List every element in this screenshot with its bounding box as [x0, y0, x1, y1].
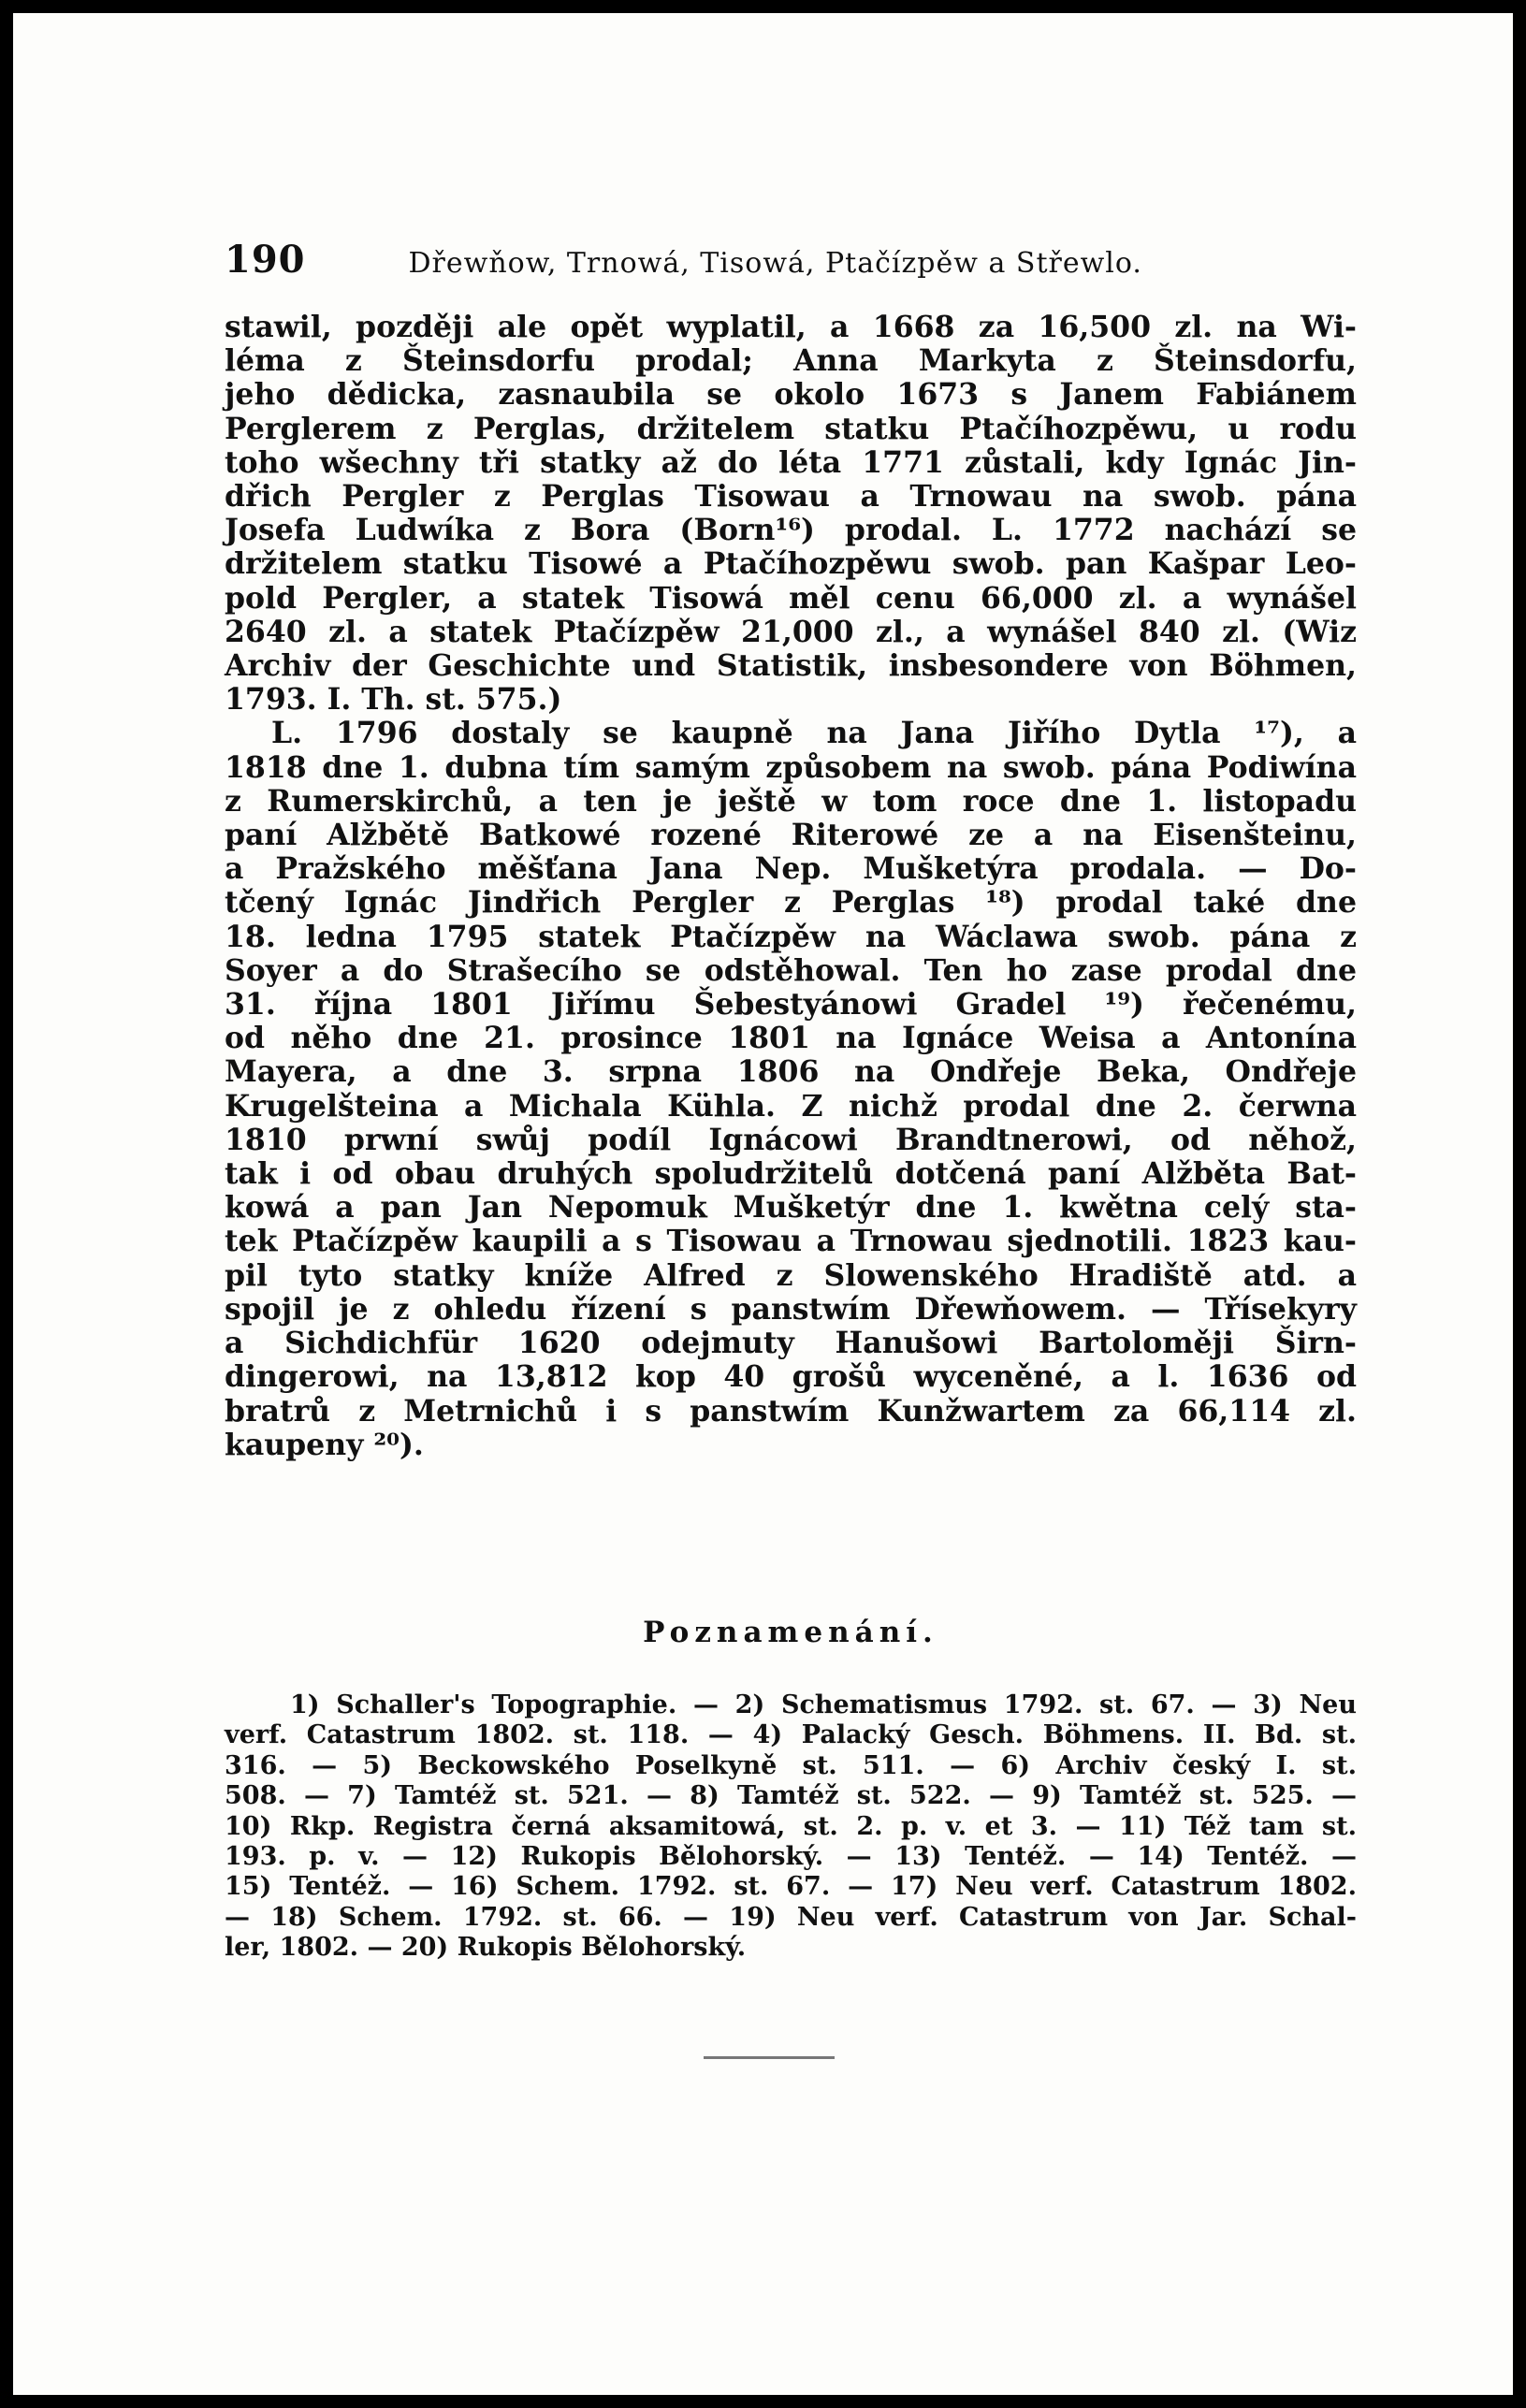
running-title: Dřewňow, Trnowá, Tisowá, Ptačízpěw a Střewlo.	[408, 247, 1142, 280]
text-line: a Sichdichfür 1620 odejmuty Hanušowi Bartoloměji Širn-	[225, 1326, 1357, 1361]
page-number: 190	[225, 238, 306, 282]
text-line: Soyer a do Strašecího se odstěhowal. Ten ho zase prodal dne	[225, 952, 1357, 988]
footnote-line: 10) Rkp. Registra černá aksamitowá, st. 2. p. v. et 3. — 11) Též tam st.	[225, 1811, 1357, 1841]
text-line: dřich Pergler z Perglas Tisowau a Trnowau na swob. pána	[225, 479, 1357, 515]
text-line: kowá a pan Jan Nepomuk Mušketýr dne 1. kwětna celý sta-	[225, 1190, 1357, 1226]
text-line: Mayera, a dne 3. srpna 1806 na Ondřeje Beka, Ondřeje	[225, 1054, 1357, 1090]
text-line: paní Alžbětě Batkowé rozené Riterowé ze a na Eisenšteinu,	[225, 818, 1357, 853]
text-line: Perglerem z Perglas, držitelem statku Ptačíhozpěwu, u rodu	[225, 411, 1357, 446]
text-line: 2640 zl. a statek Ptačízpěw 21,000 zl., a wynášel 840 zl. (Wiz	[225, 614, 1357, 649]
text-line: 1793. I. Th. st. 575.)	[225, 682, 562, 718]
text-line: toho wšechny tři statky až do léta 1771 zůstali, kdy Ignác Jin-	[225, 444, 1357, 480]
text-line: tek Ptačízpěw kaupili a s Tisowau a Trnowau sjednotili. 1823 kau-	[225, 1224, 1357, 1259]
text-line: dingerowi, na 13,812 kop 40 grošů wyceněné, a l. 1636 od	[225, 1359, 1357, 1395]
footnote-line: verf. Catastrum 1802. st. 118. — 4) Palacký Gesch. Böhmens. II. Bd. st.	[225, 1720, 1357, 1750]
text-line: od něho dne 21. prosince 1801 na Ignáce Weisa a Antonína	[225, 1021, 1357, 1056]
footnote-line: ler, 1802. — 20) Rukopis Bělohorský.	[225, 1933, 747, 1963]
text-line: kaupeny ²⁰).	[225, 1427, 424, 1462]
text-line: stawil, později ale opět wyplatil, a 1668 za 16,500 zl. na Wi-	[225, 310, 1357, 344]
footnote-line: — 18) Schem. 1792. st. 66. — 19) Neu verf. Catastrum von Jar. Schal-	[225, 1902, 1357, 1932]
footnote-line: 15) Tentéž. — 16) Schem. 1792. st. 67. — 17) Neu verf. Catastrum 1802.	[225, 1872, 1357, 1902]
closing-rule	[704, 2056, 835, 2059]
text-line: tčený Ignác Jindřich Pergler z Perglas ¹⁸) prodal také dne	[225, 885, 1357, 921]
page-header	[225, 238, 1357, 282]
text-line: jeho dědicka, zasnaubila se okolo 1673 s Janem Fabiánem	[225, 377, 1357, 413]
text-line: bratrů z Metrnichů i s panstwím Kunžwartem za 66,114 zl.	[225, 1393, 1357, 1429]
text-line: pold Pergler, a statek Tisowá měl cenu 66,000 zl. a wynášel	[225, 580, 1357, 616]
text-line: Krugelšteina a Michala Kühla. Z nichž prodal dne 2. čerwna	[225, 1088, 1357, 1124]
book-page	[13, 13, 1513, 2395]
section-title: Poznamenání.	[643, 1616, 938, 1649]
footnote-line: 193. p. v. — 12) Rukopis Bělohorský. — 13) Tentéž. — 14) Tentéž. —	[225, 1842, 1357, 1872]
footnote-line: 508. — 7) Tamtéž st. 521. — 8) Tamtéž st. 522. — 9) Tamtéž st. 525. —	[225, 1781, 1357, 1811]
text-line: 1818 dne 1. dubna tím samým způsobem na swob. pána Podiwína	[225, 749, 1357, 785]
text-line: léma z Šteinsdorfu prodal; Anna Markyta z Šteinsdorfu,	[225, 343, 1357, 379]
footnote-line: 316. — 5) Beckowského Poselkyně st. 511. — 6) Archiv český I. st.	[225, 1750, 1357, 1780]
footnote-line: 1) Schaller's Topographie. — 2) Schematismus 1792. st. 67. — 3) Neu	[290, 1690, 1357, 1719]
footnotes	[225, 1690, 1357, 1964]
main-text	[225, 311, 1357, 1462]
text-line: L. 1796 dostaly se kaupně na Jana Jiřího Dytla ¹⁷), a	[271, 716, 1357, 751]
text-line: pil tyto statky kníže Alfred z Slowenského Hradiště atd. a	[225, 1257, 1357, 1293]
text-line: tak i od obau druhých spoludržitelů dotčená paní Alžběta Bat-	[225, 1156, 1357, 1192]
text-line: Josefa Ludwíka z Bora (Born¹⁶) prodal. L. 1772 nachází se	[225, 513, 1357, 548]
text-line: 1810 prwní swůj podíl Ignácowi Brandtnerowi, od něhož,	[225, 1122, 1357, 1157]
text-line: a Pražského měšťana Jana Nep. Mušketýra prodala. — Do-	[225, 851, 1357, 887]
text-line: Archiv der Geschichte und Statistik, insbesondere von Böhmen,	[225, 648, 1357, 684]
text-line: z Rumerskirchů, a ten je ještě w tom roce dne 1. listopadu	[225, 783, 1357, 819]
text-line: držitelem statku Tisowé a Ptačíhozpěwu swob. pan Kašpar Leo-	[225, 546, 1357, 582]
text-line: spojil je z ohledu řízení s panstwím Dřewňowem. — Třísekyry	[225, 1291, 1357, 1327]
text-line: 31. října 1801 Jiřímu Šebestyánowi Gradel ¹⁹) řečenému,	[225, 987, 1357, 1023]
text-line: 18. ledna 1795 statek Ptačízpěw na Wáclawa swob. pána z	[225, 919, 1357, 954]
